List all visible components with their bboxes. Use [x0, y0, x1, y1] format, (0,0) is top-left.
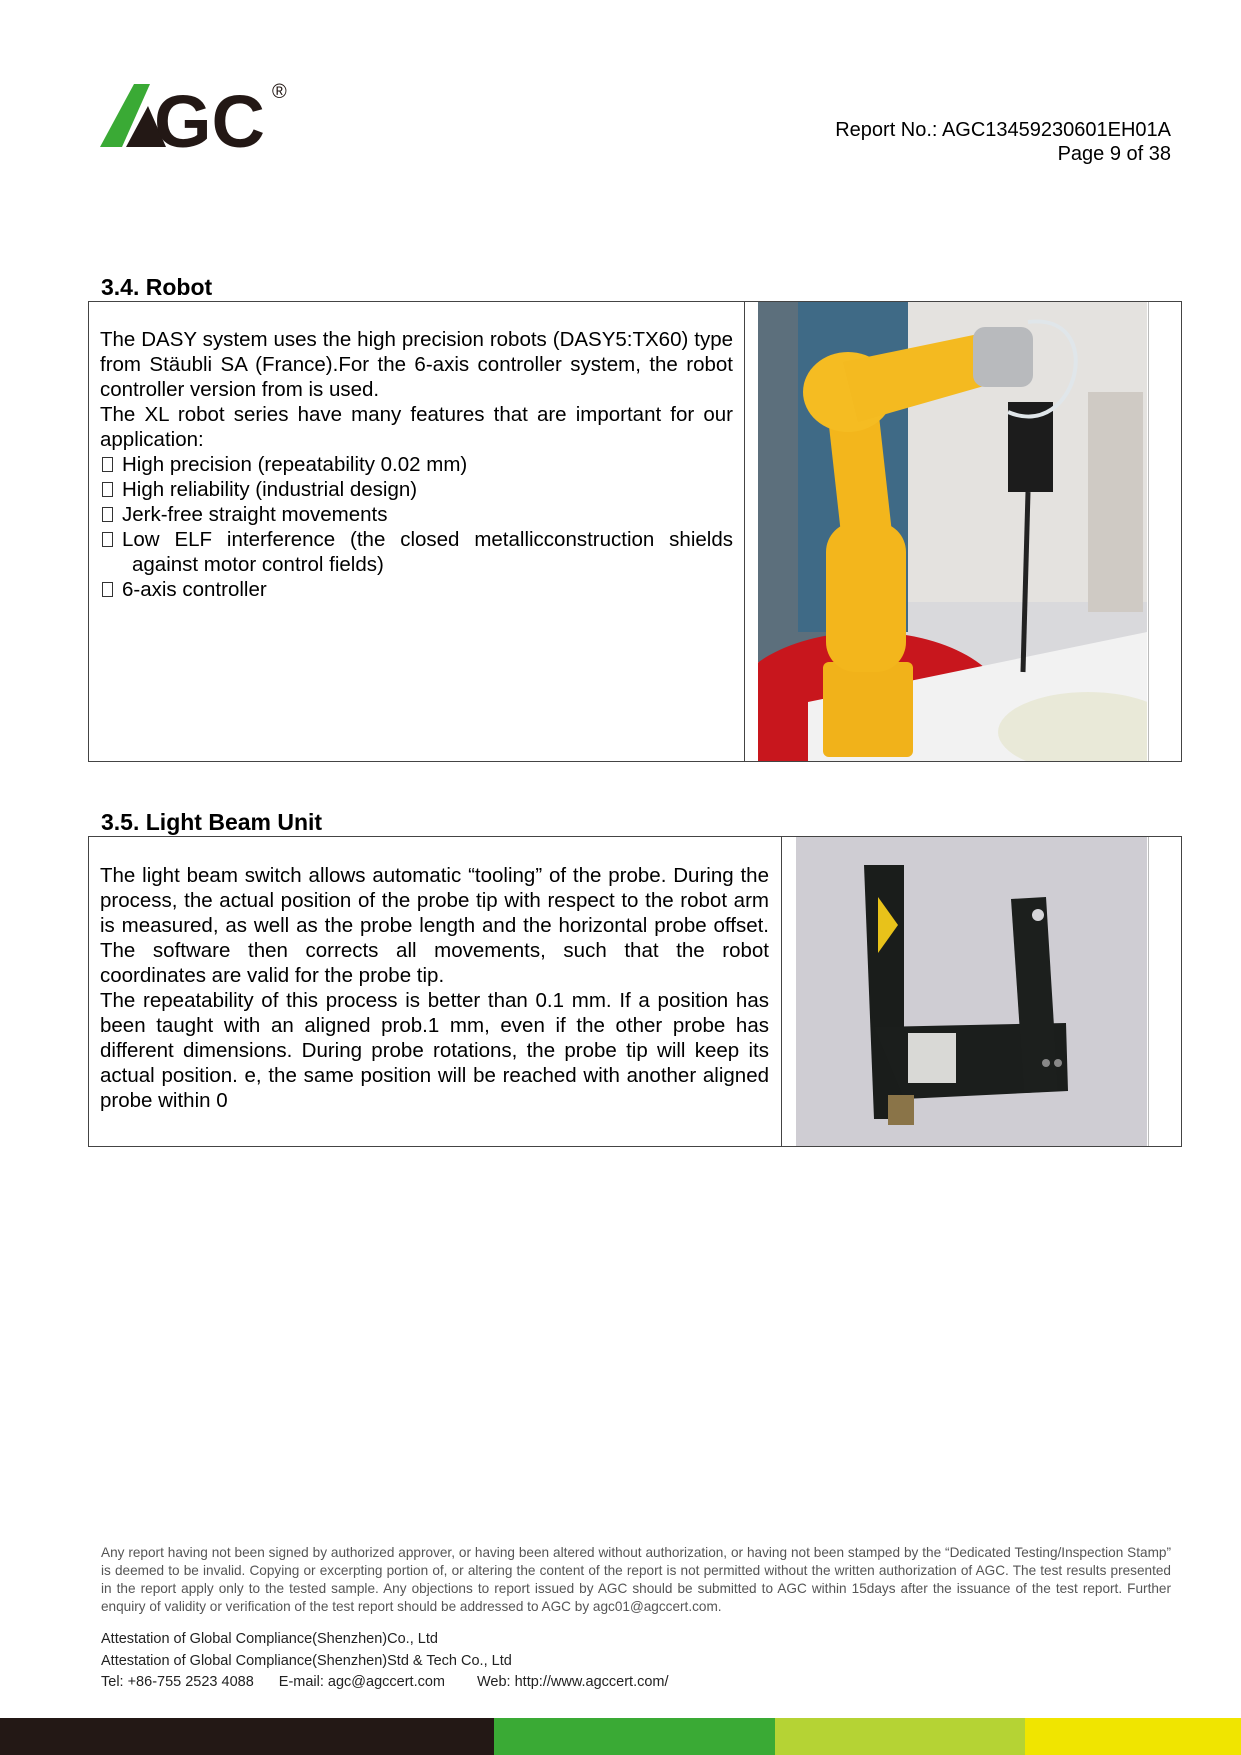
footer-tel: Tel: +86-755 2523 4088	[101, 1674, 254, 1690]
robot-paragraph-2: The XL robot series have many features that are important for our application:	[100, 403, 733, 451]
bullet-box-icon	[102, 457, 113, 472]
agc-logo	[100, 76, 296, 152]
light-beam-photo	[796, 837, 1147, 1146]
column-divider	[781, 837, 782, 1146]
robot-text	[100, 327, 733, 602]
footer-bar-lime	[775, 1718, 1025, 1755]
section-title-robot: 3.4. Robot	[101, 274, 213, 300]
footer-disclaimer: Any report having not been signed by authorized approver, or having been altered without authorization, or having not been stamped by the “Dedicated Testing/Inspection Stamp” is deemed to be invalid. Copying or excerpting portion of, or altering the content of the report is not permitted without the written authorization of AGC. The test results presented in the report apply only to the tested sample. Any objections to report issued by AGC should be submitted to AGC within 15days after the issuance of the test report. Further enquiry of validity or verification of the test report should be addressed to AGC by agc01@agccert.com.	[101, 1545, 1171, 1614]
section-title-light-beam: 3.5. Light Beam Unit	[101, 809, 323, 835]
photo-edge	[1148, 302, 1149, 761]
bullet-item: High precision (repeatability 0.02 mm)	[100, 452, 733, 477]
column-divider	[744, 302, 745, 761]
bullet-continuation: against motor control fields)	[132, 553, 384, 576]
page-number: Page 9 of 38	[1057, 143, 1171, 165]
light-beam-paragraph-1: The light beam switch allows automatic “tooling” of the probe. During the process, the actual position of the probe tip with respect to the robot arm is measured, as well as the probe length and the horizontal probe offset. The software then corrects all movements, such that the robot coordinates are valid for the probe tip.	[100, 864, 769, 987]
light-beam-text	[100, 863, 769, 1113]
bullet-item: High reliability (industrial design)	[100, 477, 733, 502]
bullet-item: Low ELF interference (the closed metallicconstruction shields	[100, 527, 733, 552]
footer-bar-dark	[0, 1718, 494, 1755]
footer-bar-yellow	[1025, 1718, 1241, 1755]
footer-bar-green	[494, 1718, 775, 1755]
bullet-box-icon	[102, 582, 113, 597]
bullet-item: 6-axis controller	[100, 577, 733, 602]
robot-table	[88, 301, 1182, 762]
footer-email[interactable]: E-mail: agc@agccert.com	[278, 1674, 445, 1690]
bullet-box-icon	[102, 532, 113, 547]
svg-text:GC: GC	[154, 80, 265, 152]
light-beam-table	[88, 836, 1182, 1147]
bullet-item: Jerk-free straight movements	[100, 502, 733, 527]
footer-company-1: Attestation of Global Compliance(Shenzhen)Co., Ltd	[101, 1631, 438, 1647]
footer-company-2: Attestation of Global Compliance(Shenzhen)Std & Tech Co., Ltd	[101, 1653, 512, 1669]
footer-contact	[101, 1672, 669, 1692]
photo-edge	[1148, 837, 1149, 1146]
report-number: Report No.: AGC13459230601EH01A	[835, 119, 1171, 141]
light-beam-paragraph-2: The repeatability of this process is better than 0.1 mm. If a position has been taught with an aligned prob.1 mm, even if the other probe has different dimensions. During probe rotations, the probe tip will keep its actual position. e, the same position will be reached with another aligned probe within 0	[100, 989, 769, 1112]
footer-web[interactable]: Web: http://www.agccert.com/	[477, 1674, 669, 1690]
svg-text:®: ®	[272, 81, 287, 103]
bullet-box-icon	[102, 482, 113, 497]
bullet-box-icon	[102, 507, 113, 522]
robot-photo	[758, 302, 1147, 761]
robot-paragraph-1: The DASY system uses the high precision robots (DASY5:TX60) type from Stäubli SA (France).For the 6-axis controller system, the robot controller version from is used.	[100, 328, 733, 401]
